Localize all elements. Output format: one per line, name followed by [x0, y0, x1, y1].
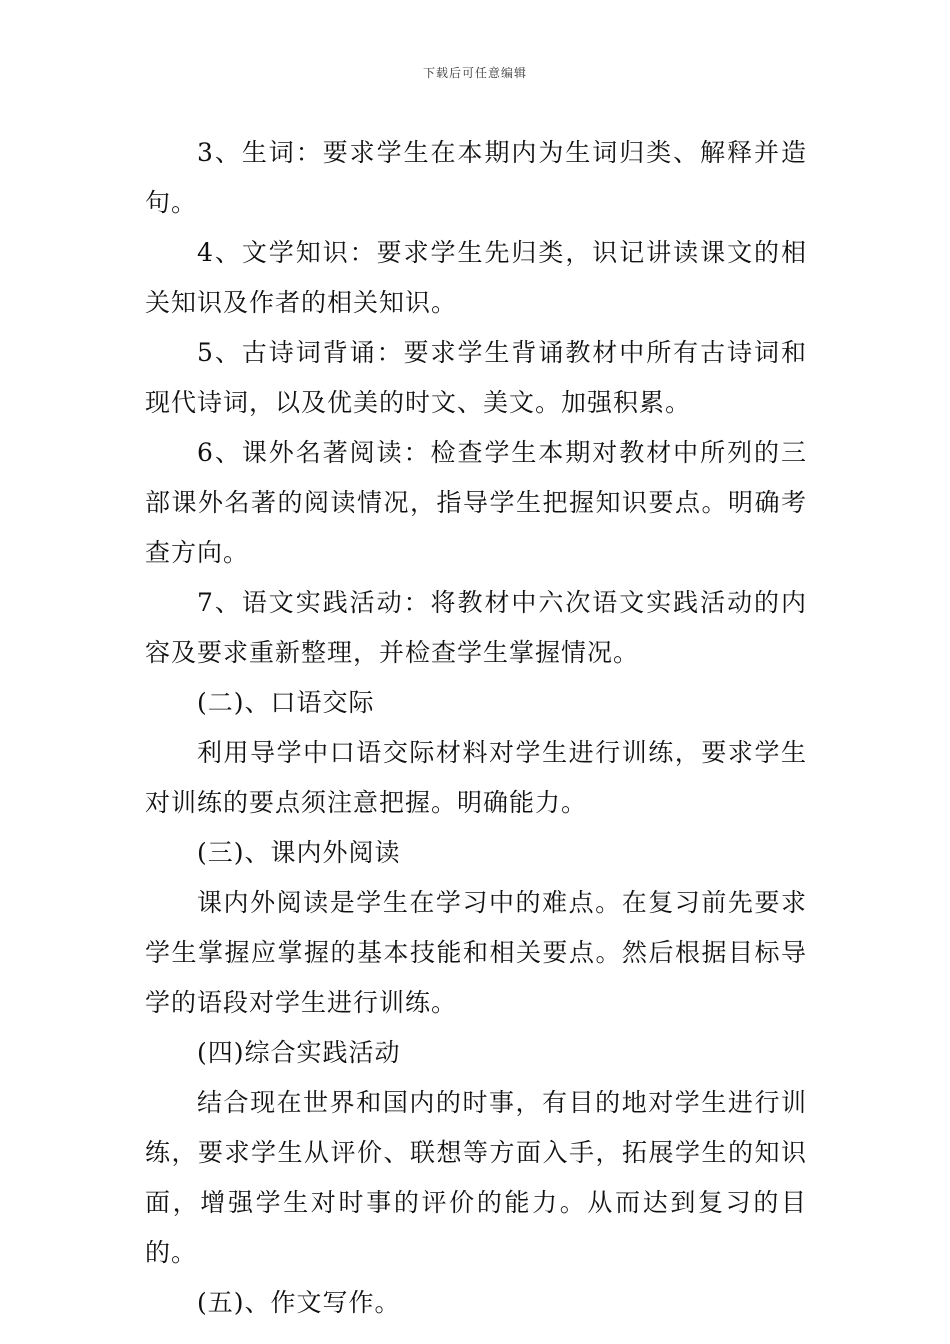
paragraph-comprehensive-practice: 结合现在世界和国内的时事，有目的地对学生进行训练，要求学生从评价、联想等方面入手，拓展学生的知识面，增强学生对时事的评价的能力。从而达到复习的目的。: [145, 1088, 807, 1267]
paragraph-item-3-vocabulary: 3、生词：要求学生在本期内为生词归类、解释并造句。: [145, 138, 807, 217]
paragraph-reading: 课内外阅读是学生在学习中的难点。在复习前先要求学生掌握应掌握的基本技能和相关要点。然后根据目标导学的语段对学生进行训练。: [145, 888, 807, 1017]
paragraph-oral-communication: 利用导学中口语交际材料对学生进行训练，要求学生对训练的要点须注意把握。明确能力。: [145, 738, 807, 817]
section-heading-oral-communication: (二)、口语交际: [197, 688, 375, 717]
section-heading-reading: (三)、课内外阅读: [197, 838, 401, 867]
document-body: [145, 128, 807, 1328]
paragraph-item-6-classics-reading: 6、课外名著阅读：检查学生本期对教材中所列的三部课外名著的阅读情况，指导学生把握知识要点。明确考查方向。: [145, 438, 807, 567]
paragraph-item-5-poetry-recitation: 5、古诗词背诵：要求学生背诵教材中所有古诗词和现代诗词，以及优美的时文、美文。加强积累。: [145, 338, 807, 417]
paragraph-item-4-literary-knowledge: 4、文学知识：要求学生先归类，识记讲读课文的相关知识及作者的相关知识。: [145, 238, 807, 317]
section-heading-comprehensive-practice: (四)综合实践活动: [197, 1038, 401, 1067]
page-header: 下载后可任意编辑: [422, 66, 527, 80]
paragraph-item-7-practice-activities: 7、语文实践活动：将教材中六次语文实践活动的内容及要求重新整理，并检查学生掌握情况。: [145, 588, 807, 667]
section-heading-composition: (五)、作文写作。: [197, 1288, 401, 1317]
